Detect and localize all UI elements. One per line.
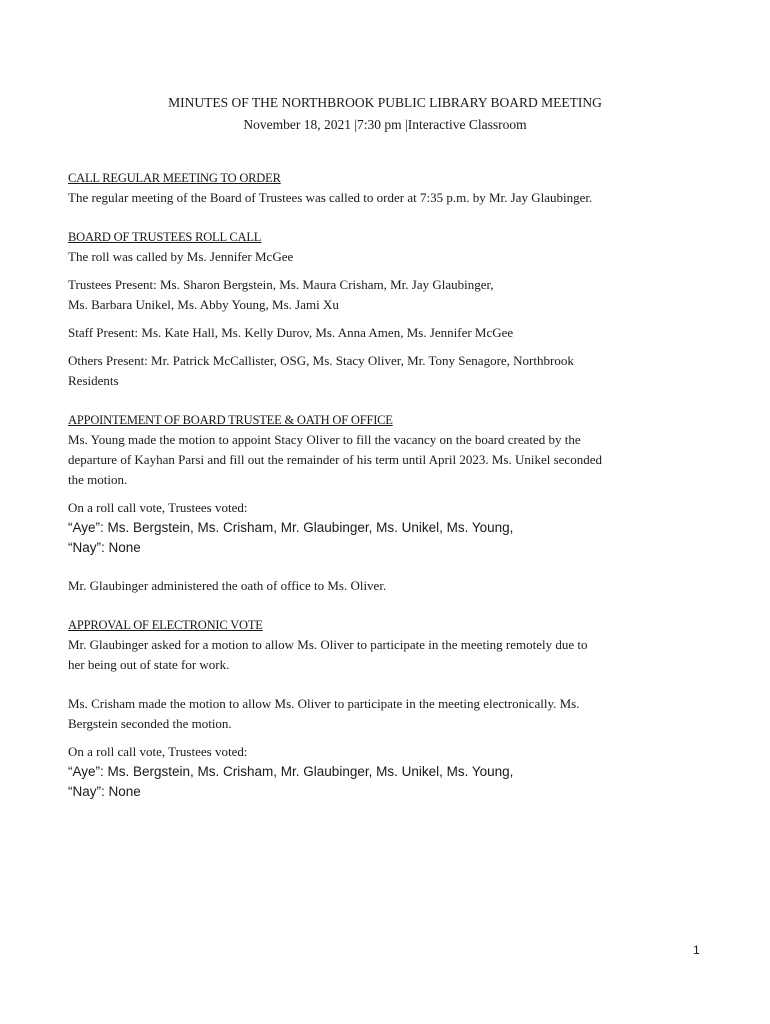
document-header xyxy=(0,92,770,136)
section-appointment xyxy=(68,410,708,596)
appointment-motion-line-1: Ms. Young made the motion to appoint Stacy Oliver to fill the vacancy on the board created by the xyxy=(68,432,581,447)
electronic-request-line-2: her being out of state for work. xyxy=(68,657,230,672)
electronic-aye-votes: “Aye”: Ms. Bergstein, Ms. Crisham, Mr. Glaubinger, Ms. Unikel, Ms. Young, xyxy=(68,764,514,779)
section-heading-roll-call: BOARD OF TRUSTEES ROLL CALL xyxy=(68,230,262,244)
others-present-line-2: Residents xyxy=(68,373,119,388)
call-to-order-text: The regular meeting of the Board of Trustees was called to order at 7:35 p.m. by Mr. Jay Glaubinger. xyxy=(68,190,593,205)
minutes-body xyxy=(68,168,708,802)
meeting-details: November 18, 2021 |7:30 pm |Interactive Classroom xyxy=(243,117,527,132)
electronic-nay-votes: “Nay”: None xyxy=(68,784,141,799)
section-electronic-vote xyxy=(68,615,708,802)
trustees-present-line-2: Ms. Barbara Unikel, Ms. Abby Young, Ms. Jami Xu xyxy=(68,297,339,312)
section-call-to-order xyxy=(68,168,708,208)
appointment-motion-line-2: departure of Kayhan Parsi and fill out the remainder of his term until April 2023. Ms. Unikel seconded xyxy=(68,452,602,467)
appointment-motion-line-3: the motion. xyxy=(68,472,128,487)
page-number: 1 xyxy=(693,943,700,957)
electronic-vote-intro: On a roll call vote, Trustees voted: xyxy=(68,744,248,759)
electronic-motion-line-1: Ms. Crisham made the motion to allow Ms. Oliver to participate in the meeting electronically. Ms. xyxy=(68,696,580,711)
section-heading-call-to-order: CALL REGULAR MEETING TO ORDER xyxy=(68,171,281,185)
section-heading-electronic-vote: APPROVAL OF ELECTRONIC VOTE xyxy=(68,618,263,632)
electronic-request-line-1: Mr. Glaubinger asked for a motion to allow Ms. Oliver to participate in the meeting remotely due to xyxy=(68,637,588,652)
others-present-line-1: Others Present: Mr. Patrick McCallister, OSG, Ms. Stacy Oliver, Mr. Tony Senagore, Northbrook xyxy=(68,353,574,368)
staff-present: Staff Present: Ms. Kate Hall, Ms. Kelly Durov, Ms. Anna Amen, Ms. Jennifer McGee xyxy=(68,325,514,340)
electronic-motion-line-2: Bergstein seconded the motion. xyxy=(68,716,232,731)
trustees-present-line-1: Trustees Present: Ms. Sharon Bergstein, Ms. Maura Crisham, Mr. Jay Glaubinger, xyxy=(68,277,494,292)
appointment-aye-votes: “Aye”: Ms. Bergstein, Ms. Crisham, Mr. Glaubinger, Ms. Unikel, Ms. Young, xyxy=(68,520,514,535)
section-roll-call xyxy=(68,227,708,391)
oath-of-office: Mr. Glaubinger administered the oath of office to Ms. Oliver. xyxy=(68,578,387,593)
appointment-nay-votes: “Nay”: None xyxy=(68,540,141,555)
document-title: MINUTES OF THE NORTHBROOK PUBLIC LIBRARY BOARD MEETING xyxy=(168,95,602,110)
appointment-vote-intro: On a roll call vote, Trustees voted: xyxy=(68,500,248,515)
roll-called-by: The roll was called by Ms. Jennifer McGee xyxy=(68,249,294,264)
section-heading-appointment: APPOINTEMENT OF BOARD TRUSTEE & OATH OF OFFICE xyxy=(68,413,393,427)
